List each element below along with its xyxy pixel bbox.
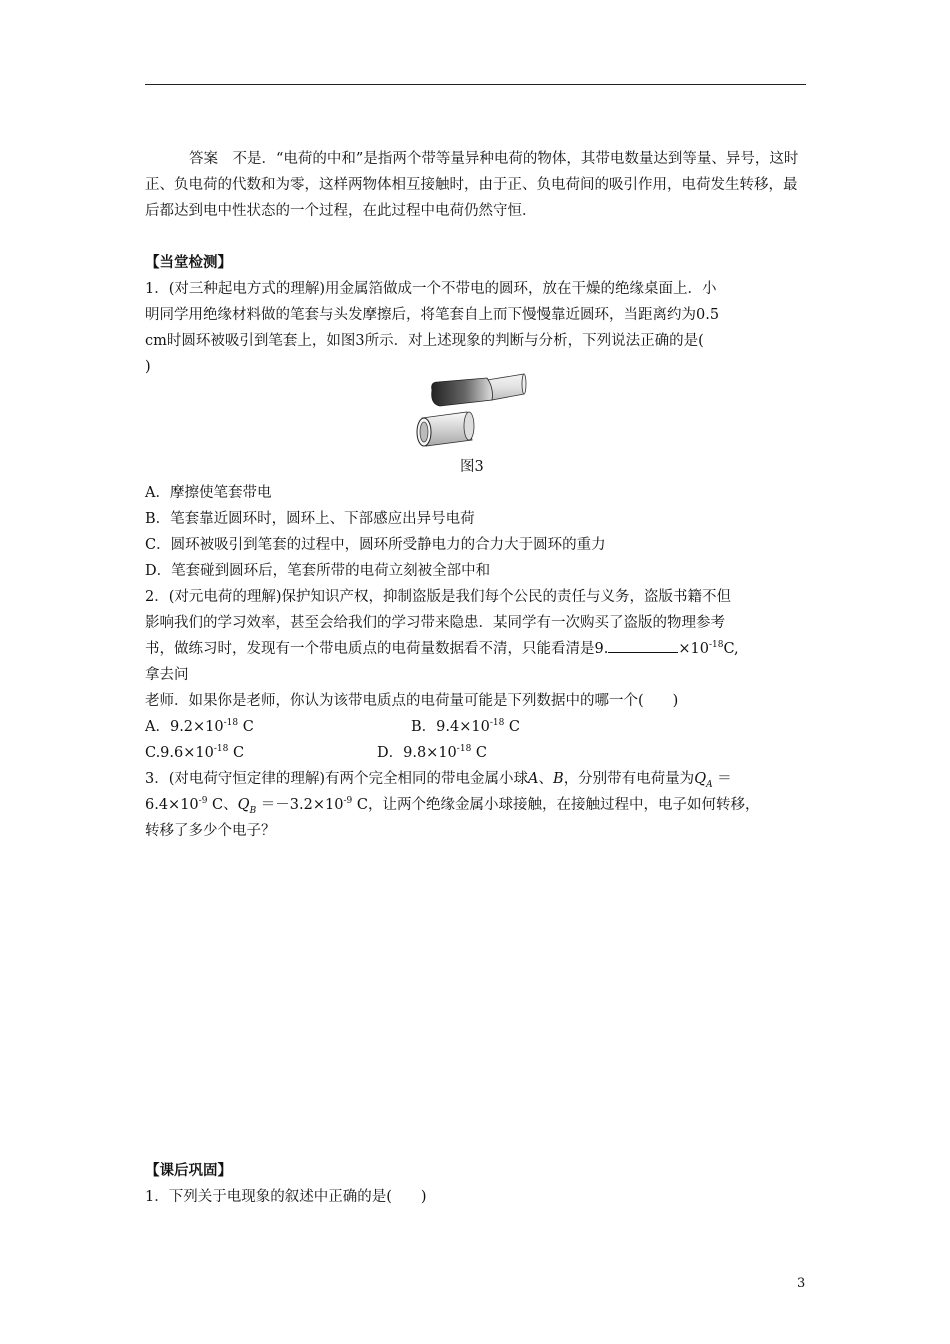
q2-line-5: 老师．如果你是老师，你认为该带电质点的电荷量可能是下列数据中的哪一个( ) [145,693,679,709]
q2-option-b-unit: C [504,719,521,735]
q2-line-4: 拿去问 [145,667,189,683]
charge-qb-subscript: B [249,805,257,816]
q1-option-a: A．摩擦使笔套带电 [145,485,272,501]
pen-cap-ring-figure [412,372,527,452]
page-number: 3 [797,1276,806,1291]
section-heading-2: 【课后巩固】 [145,1163,232,1179]
q2-option-c-value: C.9.6×10 [145,745,214,761]
ball-b-label: B [553,771,564,787]
q1-line-1: 1．(对三种起电方式的理解)用金属箔做成一个不带电的圆环，放在干燥的绝缘桌面上．小 [145,281,717,297]
figure-caption: 图3 [460,459,484,475]
q2-line-1: 2．(对元电荷的理解)保护知识产权，抑制盗版是我们每个公民的责任与义务，盗版书籍不但 [145,589,732,605]
q2-exponent: -18 [708,640,724,651]
q1-line-2: 明同学用绝缘材料做的笔套与头发摩擦后，将笔套自上而下慢慢靠近圆环，当距离约为0.5 [145,307,720,323]
q2-option-b-exp: -18 [489,718,505,729]
s2-q1: 1．下列关于电现象的叙述中正确的是( ) [145,1189,427,1205]
q3-line-1 [145,766,805,792]
q2-option-d [377,740,487,766]
q2-option-a-unit: C [238,719,254,735]
q2-option-b [411,714,520,740]
section-current-test [145,250,805,380]
q2-option-a-value: A．9.2×10 [145,719,224,735]
q1-option-b: B．笔套靠近圆环时，圆环上、下部感应出异号电荷 [145,511,475,527]
q3-equals: ＝ [712,771,732,787]
q1-option-c: C．圆环被吸引到笔套的过程中，圆环所受静电力的合力大于圆环的重力 [145,537,606,553]
section-after-class [145,1158,805,1210]
charge-qb-exp: -9 [343,796,353,807]
q3-line-3: 转移了多少个电子？ [145,823,276,839]
q2-option-d-exp: -18 [456,744,472,755]
q2-line-3-text: 书，做练习时，发现有一个带电质点的电荷量数据看不清，只能看清是9. [145,641,609,657]
q3-line-1-text: 3．(对电荷守恒定律的理解)有两个完全相同的带电金属小球 [145,771,529,787]
q1-line-4: ) [145,359,151,375]
q3-line-2 [145,792,805,818]
q2-line-3 [145,636,805,662]
q2-option-d-value: D．9.8×10 [377,745,457,761]
answer-text: 答案 不是．“电荷的中和”是指两个带等量异种电荷的物体，其带电数量达到等量、异号，这时正、负电荷的代数和为零，这样两物体相互接触时，由于正、负电荷间的吸引作用，电荷发生转移，最后都达到电中性状态的一个过程，在此过程中电荷仍然守恒． [145,151,799,219]
q1-option-d: D．笔套碰到圆环后，笔套所带的电荷立刻被全部中和 [145,563,491,579]
q2-option-c-unit: C [228,745,245,761]
q2-option-c-exp: -18 [213,744,229,755]
q2-option-d-unit: C [471,745,488,761]
charge-qa-symbol: Q [694,771,707,787]
q1-line-3: cm时圆环被吸引到笔套上，如图3所示．对上述现象的判断与分析，下列说法正确的是( [145,333,704,349]
header-rule [145,84,806,85]
q2-options-row-2 [145,740,805,766]
charge-qa-unit: C、 [207,797,238,813]
charge-qb-value: ＝－3.2×10 [256,797,344,813]
charge-qa-value: 6.4×10 [145,797,199,813]
ball-a-label: A [528,771,539,787]
q3-line-2-rest: C，让两个绝缘金属小球接触，在接触过程中，电子如何转移， [352,797,760,813]
q3-separator: 、 [538,771,554,787]
charge-qa-subscript: A [706,779,713,790]
q2-option-b-value: B．9.4×10 [411,719,490,735]
q1-options [145,480,805,844]
q2-option-a-exp: -18 [223,718,239,729]
charge-qa-exp: -9 [198,796,208,807]
section-heading: 【当堂检测】 [145,255,232,271]
q2-line-3-times: ×10 [678,641,709,657]
q2-line-2: 影响我们的学习效率，甚至会给我们的学习带来隐患．某同学有一次购买了盗版的物理参考 [145,615,725,631]
answer-paragraph [145,146,805,224]
q2-option-a [145,714,411,740]
charge-qb-symbol: Q [237,797,250,813]
q3-line-1-mid: ，分别带有电荷量为 [563,771,695,787]
answer-blank [608,636,678,653]
q2-option-c [145,740,377,766]
q2-unit: C, [723,641,739,657]
q2-options-row-1 [145,714,805,740]
